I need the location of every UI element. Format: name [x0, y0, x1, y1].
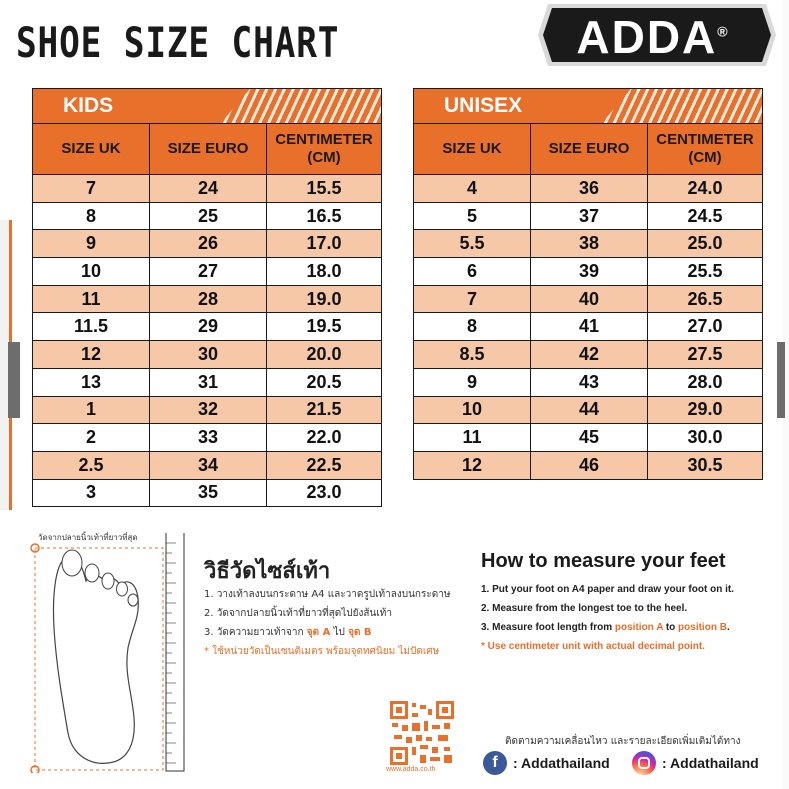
size-uk-cell: 3 [33, 479, 150, 507]
kids-header-cm: CENTIMETER (CM) [267, 124, 382, 175]
centimeter-cell: 17.0 [267, 230, 382, 258]
size-uk-cell: 8.5 [414, 341, 531, 369]
centimeter-cell: 25.5 [648, 258, 763, 286]
table-row [414, 258, 763, 286]
size-euro-cell: 25 [150, 202, 267, 230]
size-euro-cell: 28 [150, 285, 267, 313]
table-row [414, 175, 763, 203]
prev-arrow-handle[interactable] [8, 342, 20, 418]
english-instructions [481, 580, 734, 656]
table-row [414, 341, 763, 369]
table-row [33, 424, 382, 452]
brand-name: ADDA® [576, 11, 730, 63]
centimeter-cell: 20.0 [267, 341, 382, 369]
unisex-table-title: UNISEX [414, 89, 763, 124]
table-row [414, 285, 763, 313]
qr-code-icon[interactable] [390, 701, 454, 765]
centimeter-cell: 28.0 [648, 368, 763, 396]
table-row [33, 285, 382, 313]
table-row [414, 451, 763, 479]
size-uk-cell: 9 [33, 230, 150, 258]
size-euro-cell: 27 [150, 258, 267, 286]
thai-instructions-title: วิธีวัดไซส์เท้า [204, 559, 331, 584]
facebook-link[interactable]: f : Addathailand [483, 751, 610, 775]
thai-step-2: 2. วัดจากปลายนิ้วเท้าที่ยาวที่สุดไปยังส้นเท้า [204, 608, 392, 619]
instagram-icon [632, 751, 656, 775]
size-euro-cell: 45 [531, 424, 648, 452]
table-row [33, 202, 382, 230]
size-uk-cell: 11 [414, 424, 531, 452]
size-uk-cell: 7 [414, 285, 531, 313]
centimeter-cell: 15.5 [267, 175, 382, 203]
kids-table-title: KIDS [33, 89, 382, 124]
follow-text: ติดตามความเคลื่อนไหว และรายละเอียดเพิ่มเติมได้ทาง [505, 736, 741, 747]
size-euro-cell: 43 [531, 368, 648, 396]
centimeter-cell: 27.0 [648, 313, 763, 341]
centimeter-cell: 19.0 [267, 285, 382, 313]
english-instructions-title: How to measure your feet [481, 550, 726, 572]
size-uk-cell: 12 [414, 451, 531, 479]
centimeter-cell: 21.5 [267, 396, 382, 424]
size-euro-cell: 36 [531, 175, 648, 203]
thai-note: * ใช้หน่วยวัดเป็นเซนติเมตร พร้อมจุดทศนิยม ไม่ปัดเศษ [204, 646, 440, 657]
size-euro-cell: 41 [531, 313, 648, 341]
table-row [33, 479, 382, 507]
table-row [33, 451, 382, 479]
thai-step-1: 1. วางเท้าลงบนกระดาษ A4 และวาดรูปเท้าลงบนกระดาษ [204, 589, 451, 600]
size-euro-cell: 38 [531, 230, 648, 258]
size-euro-cell: 35 [150, 479, 267, 507]
centimeter-cell: 29.0 [648, 396, 763, 424]
brand-logo [538, 2, 778, 68]
size-euro-cell: 31 [150, 368, 267, 396]
size-uk-cell: 13 [33, 368, 150, 396]
english-step-3: 3. Measure foot length from position A to position B. [481, 622, 730, 633]
size-uk-cell: 2.5 [33, 451, 150, 479]
instagram-link[interactable]: : Addathailand [632, 751, 759, 775]
size-euro-cell: 33 [150, 424, 267, 452]
centimeter-cell: 16.5 [267, 202, 382, 230]
centimeter-cell: 30.0 [648, 424, 763, 452]
size-uk-cell: 9 [414, 368, 531, 396]
size-euro-cell: 42 [531, 341, 648, 369]
size-uk-cell: 6 [414, 258, 531, 286]
thai-step-3: 3. วัดความยาวเท้าจาก จุด A ไป จุด B [204, 627, 372, 638]
centimeter-cell: 22.0 [267, 424, 382, 452]
size-uk-cell: 2 [33, 424, 150, 452]
table-row [414, 230, 763, 258]
table-row [33, 258, 382, 286]
centimeter-cell: 27.5 [648, 341, 763, 369]
size-uk-cell: 4 [414, 175, 531, 203]
size-euro-cell: 46 [531, 451, 648, 479]
size-uk-cell: 5 [414, 202, 531, 230]
size-euro-cell: 32 [150, 396, 267, 424]
page-title: SHOE SIZE CHART [16, 18, 340, 67]
size-euro-cell: 39 [531, 258, 648, 286]
size-uk-cell: 12 [33, 341, 150, 369]
centimeter-cell: 24.0 [648, 175, 763, 203]
thai-instructions [204, 585, 450, 661]
size-uk-cell: 1 [33, 396, 150, 424]
foot-illustration [28, 533, 188, 773]
english-step-2: 2. Measure from the longest toe to the heel. [481, 603, 688, 614]
kids-header-size-uk: SIZE UK [33, 124, 150, 175]
size-euro-cell: 44 [531, 396, 648, 424]
table-row [33, 368, 382, 396]
unisex-header-size-uk: SIZE UK [414, 124, 531, 175]
table-row [33, 341, 382, 369]
size-uk-cell: 8 [33, 202, 150, 230]
size-euro-cell: 37 [531, 202, 648, 230]
centimeter-cell: 26.5 [648, 285, 763, 313]
size-uk-cell: 8 [414, 313, 531, 341]
unisex-size-table [413, 88, 763, 480]
centimeter-cell: 22.5 [267, 451, 382, 479]
size-euro-cell: 24 [150, 175, 267, 203]
table-row [33, 175, 382, 203]
centimeter-cell: 23.0 [267, 479, 382, 507]
stripe-decoration [602, 89, 762, 123]
centimeter-cell: 30.5 [648, 451, 763, 479]
kids-header-size-euro: SIZE EURO [150, 124, 267, 175]
size-euro-cell: 34 [150, 451, 267, 479]
size-euro-cell: 29 [150, 313, 267, 341]
centimeter-cell: 19.5 [267, 313, 382, 341]
english-note: * Use centimeter unit with actual decimal point. [481, 641, 705, 652]
size-uk-cell: 7 [33, 175, 150, 203]
size-uk-cell: 11.5 [33, 313, 150, 341]
size-euro-cell: 40 [531, 285, 648, 313]
size-uk-cell: 10 [414, 396, 531, 424]
unisex-header-cm: CENTIMETER (CM) [648, 124, 763, 175]
table-row [33, 313, 382, 341]
centimeter-cell: 25.0 [648, 230, 763, 258]
size-uk-cell: 5.5 [414, 230, 531, 258]
size-euro-cell: 30 [150, 341, 267, 369]
table-row [33, 396, 382, 424]
table-row [414, 202, 763, 230]
size-uk-cell: 11 [33, 285, 150, 313]
kids-size-table [32, 88, 382, 507]
english-step-1: 1. Put your foot on A4 paper and draw your foot on it. [481, 584, 734, 595]
centimeter-cell: 20.5 [267, 368, 382, 396]
table-row [414, 396, 763, 424]
table-row [414, 313, 763, 341]
table-row [33, 230, 382, 258]
table-row [414, 424, 763, 452]
centimeter-cell: 18.0 [267, 258, 382, 286]
facebook-icon: f [483, 751, 507, 775]
foot-caption: วัดจากปลายนิ้วเท้าที่ยาวที่สุด [38, 533, 138, 542]
website-url[interactable]: www.adda.co.th [386, 766, 436, 773]
size-uk-cell: 10 [33, 258, 150, 286]
size-euro-cell: 26 [150, 230, 267, 258]
table-row [414, 368, 763, 396]
next-arrow-handle[interactable] [777, 342, 785, 418]
stripe-decoration [221, 89, 381, 123]
centimeter-cell: 24.5 [648, 202, 763, 230]
unisex-header-size-euro: SIZE EURO [531, 124, 648, 175]
